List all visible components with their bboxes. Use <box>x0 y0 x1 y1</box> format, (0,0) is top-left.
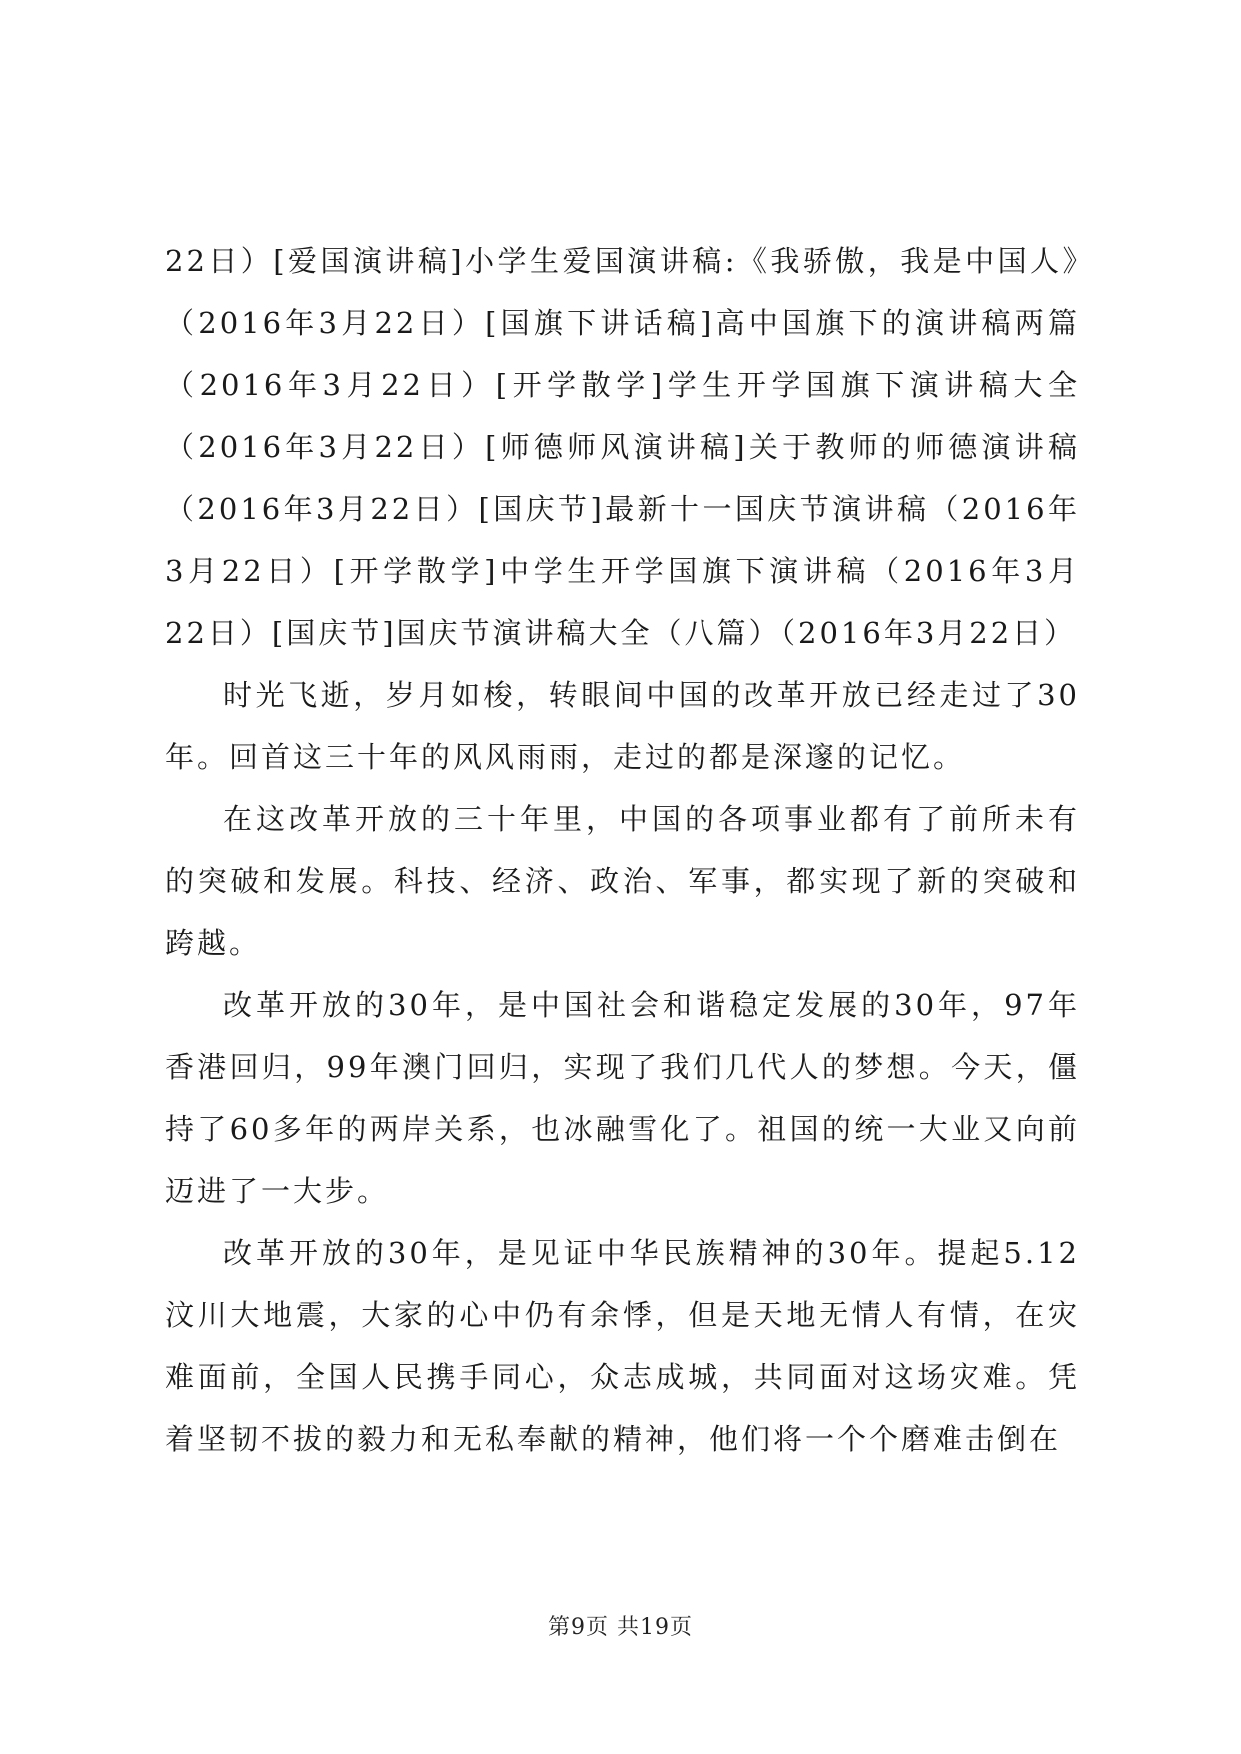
document-body <box>165 230 1080 1470</box>
paragraph-2: 时光飞逝，岁月如梭，转眼间中国的改革开放已经走过了30年。回首这三十年的风风雨雨，走过的都是深邃的记忆。 <box>165 678 1080 774</box>
page-number-footer: 第9页 共19页 <box>548 1615 693 1640</box>
paragraph-5: 改革开放的30年，是见证中华民族精神的30年。提起5.12汶川大地震，大家的心中仍有余悸，但是天地无情人有情，在灾难面前，全国人民携手同心，众志成城，共同面对这场灾难。凭着坚韧不拔的毅力和无私奉献的精神，他们将一个个磨难击倒在 <box>165 1236 1080 1456</box>
paragraph-4: 改革开放的30年，是中国社会和谐稳定发展的30年，97年香港回归，99年澳门回归，实现了我们几代人的梦想。今天，僵持了60多年的两岸关系，也冰融雪化了。祖国的统一大业又向前迈进了一大步。 <box>165 988 1080 1208</box>
paragraph-3: 在这改革开放的三十年里，中国的各项事业都有了前所未有的突破和发展。科技、经济、政治、军事，都实现了新的突破和跨越。 <box>165 802 1080 960</box>
paragraph-1: 22日）[爱国演讲稿]小学生爱国演讲稿:《我骄傲，我是中国人》（2016年3月22日）[国旗下讲话稿]高中国旗下的演讲稿两篇（2016年3月22日）[开学散学]学生开学国旗下演讲稿大全（2016年3月22日）[师德师风演讲稿]关于教师的师德演讲稿（2016年3月22日）[国庆节]最新十一国庆节演讲稿（2016年3月22日）[开学散学]中学生开学国旗下演讲稿（2016年3月22日）[国庆节]国庆节演讲稿大全（八篇）（2016年3月22日） <box>165 244 1080 650</box>
